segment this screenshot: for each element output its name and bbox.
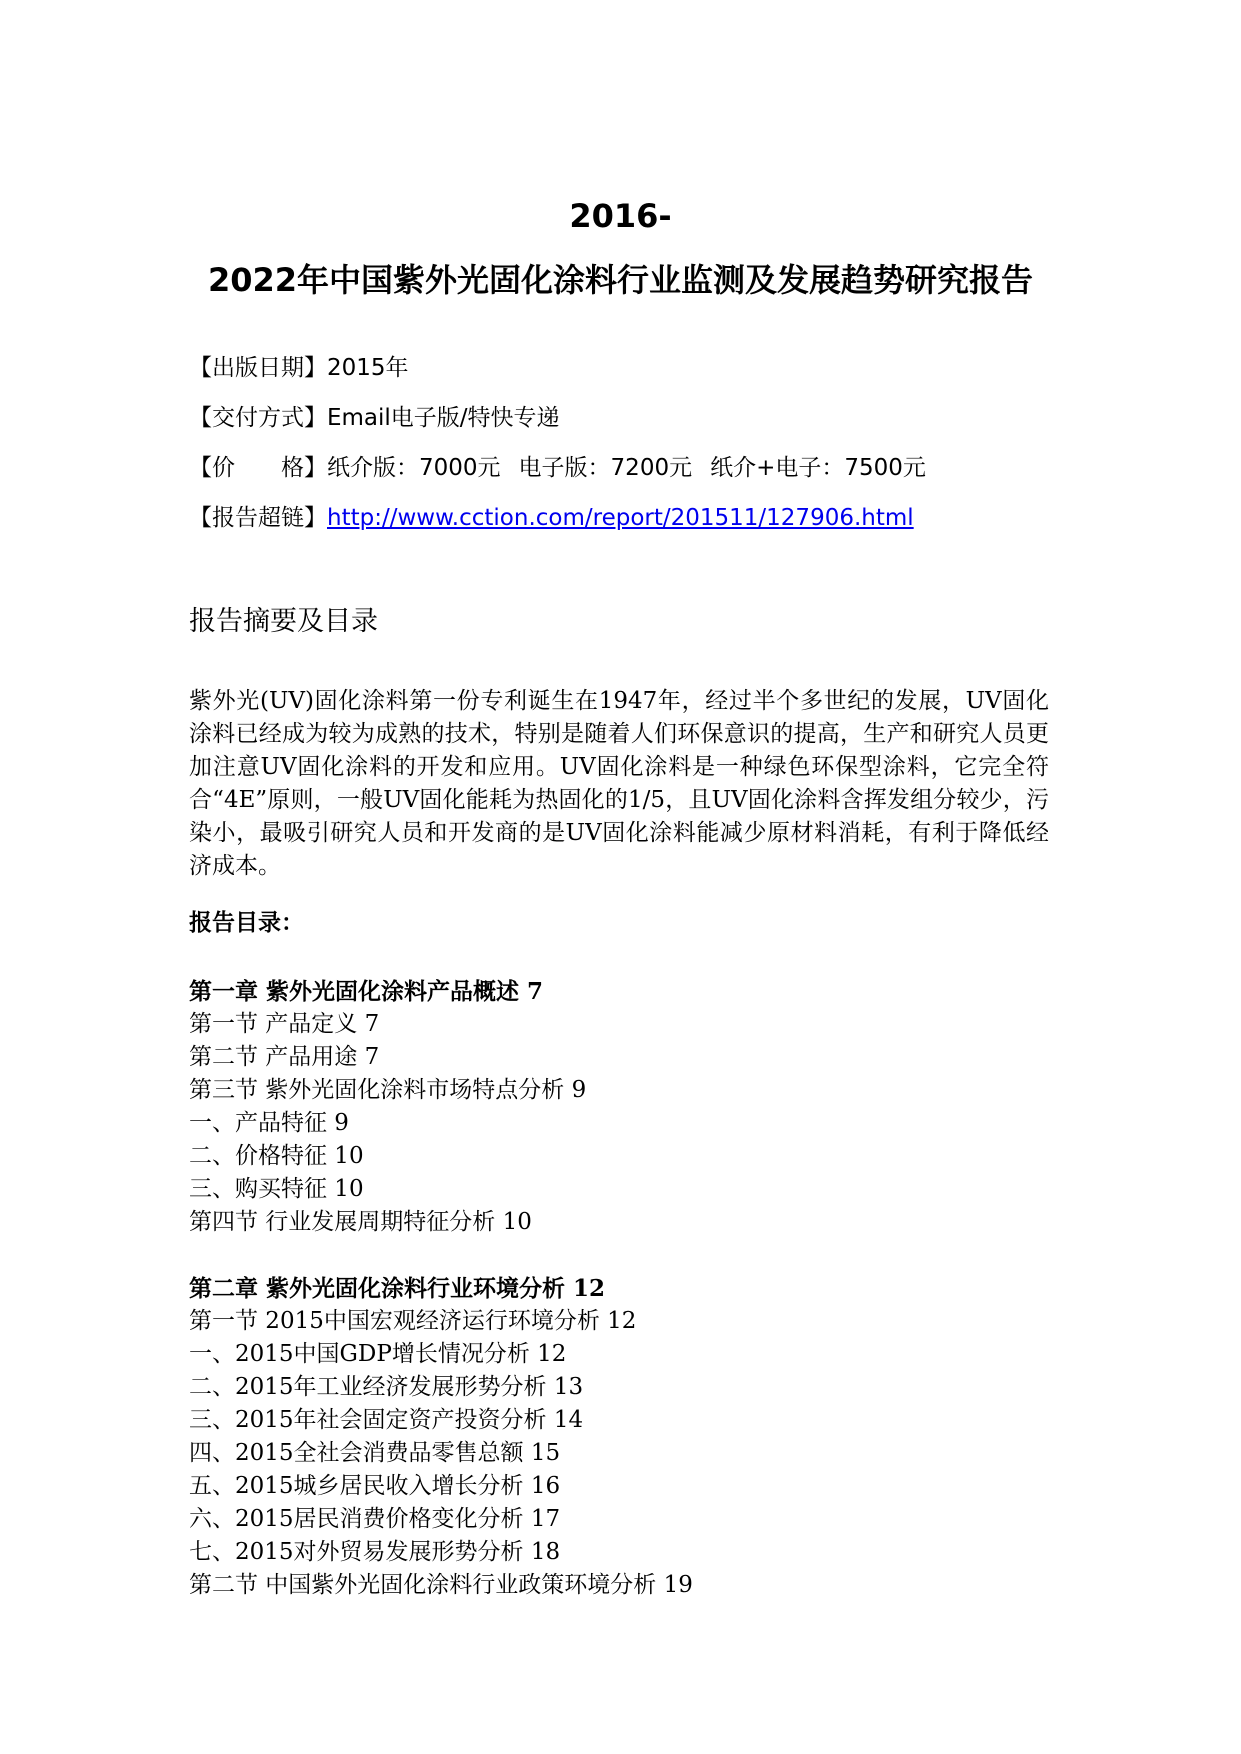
toc-item: 第一节 产品定义 7 <box>189 1011 380 1037</box>
toc-item: 一、产品特征 9 <box>189 1110 349 1136</box>
toc-item: 二、2015年工业经济发展形势分析 13 <box>189 1374 584 1400</box>
meta-price-paper: 纸介版：7000元 <box>327 455 501 481</box>
meta-link <box>189 500 1089 550</box>
report-title-line-2: 2022年中国紫外光固化涂料行业监测及发展趋势研究报告 <box>207 261 1034 299</box>
toc-item: 五、2015城乡居民收入增长分析 16 <box>189 1473 561 1499</box>
meta-publish-value: 2015年 <box>327 355 409 381</box>
meta-delivery <box>189 400 1089 450</box>
toc-spacer <box>189 1239 1089 1272</box>
toc-item: 七、2015对外贸易发展形势分析 18 <box>189 1539 561 1565</box>
meta-price <box>189 450 1089 500</box>
toc-chapter-1: 第一章 紫外光固化涂料产品概述 7 <box>189 978 544 1005</box>
meta-publish-date <box>189 350 1089 400</box>
meta-link-key: 【报告超链】 <box>189 505 327 531</box>
report-meta <box>189 350 1089 550</box>
meta-price-both: 纸介+电子：7500元 <box>710 455 926 481</box>
toc-item: 一、2015中国GDP增长情况分析 12 <box>189 1341 567 1367</box>
toc-item: 三、购买特征 10 <box>189 1176 364 1202</box>
meta-delivery-key: 【交付方式】 <box>189 405 327 431</box>
toc-item: 四、2015全社会消费品零售总额 15 <box>189 1440 561 1466</box>
summary-heading: 报告摘要及目录 <box>189 606 378 637</box>
toc-heading: 报告目录： <box>189 910 304 936</box>
toc-item: 第二节 中国紫外光固化涂料行业政策环境分析 19 <box>189 1572 693 1598</box>
meta-publish-key: 【出版日期】 <box>189 355 327 381</box>
meta-price-electronic: 电子版：7200元 <box>518 455 693 481</box>
meta-delivery-value: Email电子版/特快专递 <box>327 405 560 431</box>
toc-chapter-2: 第二章 紫外光固化涂料行业环境分析 12 <box>189 1275 606 1302</box>
toc-item: 第二节 产品用途 7 <box>189 1044 380 1070</box>
toc-item: 第三节 紫外光固化涂料市场特点分析 9 <box>189 1077 587 1103</box>
meta-price-key: 【价 格】 <box>189 455 327 481</box>
toc-item: 第一节 2015中国宏观经济运行环境分析 12 <box>189 1308 637 1334</box>
table-of-contents <box>189 975 1089 1602</box>
abstract-paragraph: 紫外光(UV)固化涂料第一份专利诞生在1947年，经过半个多世纪的发展，UV固化涂料已经成为较为成熟的技术，特别是随着人们环保意识的提高，生产和研究人员更加注意UV固化涂料的开发和应用。UV固化涂料是一种绿色环保型涂料，它完全符合“4E”原则，一般UV固化能耗为热固化的1/5，且UV固化涂料含挥发组分较少，污染小，最吸引研究人员和开发商的是UV固化涂料能减少原材料消耗，有利于降低经济成本。 <box>189 688 1049 879</box>
report-title-line-1: 2016- <box>569 197 672 235</box>
toc-item: 二、价格特征 10 <box>189 1143 364 1169</box>
toc-item: 六、2015居民消费价格变化分析 17 <box>189 1506 561 1532</box>
toc-item: 三、2015年社会固定资产投资分析 14 <box>189 1407 584 1433</box>
report-hyperlink[interactable]: http://www.cction.com/report/201511/127906.html <box>327 505 914 531</box>
toc-item: 第四节 行业发展周期特征分析 10 <box>189 1209 532 1235</box>
